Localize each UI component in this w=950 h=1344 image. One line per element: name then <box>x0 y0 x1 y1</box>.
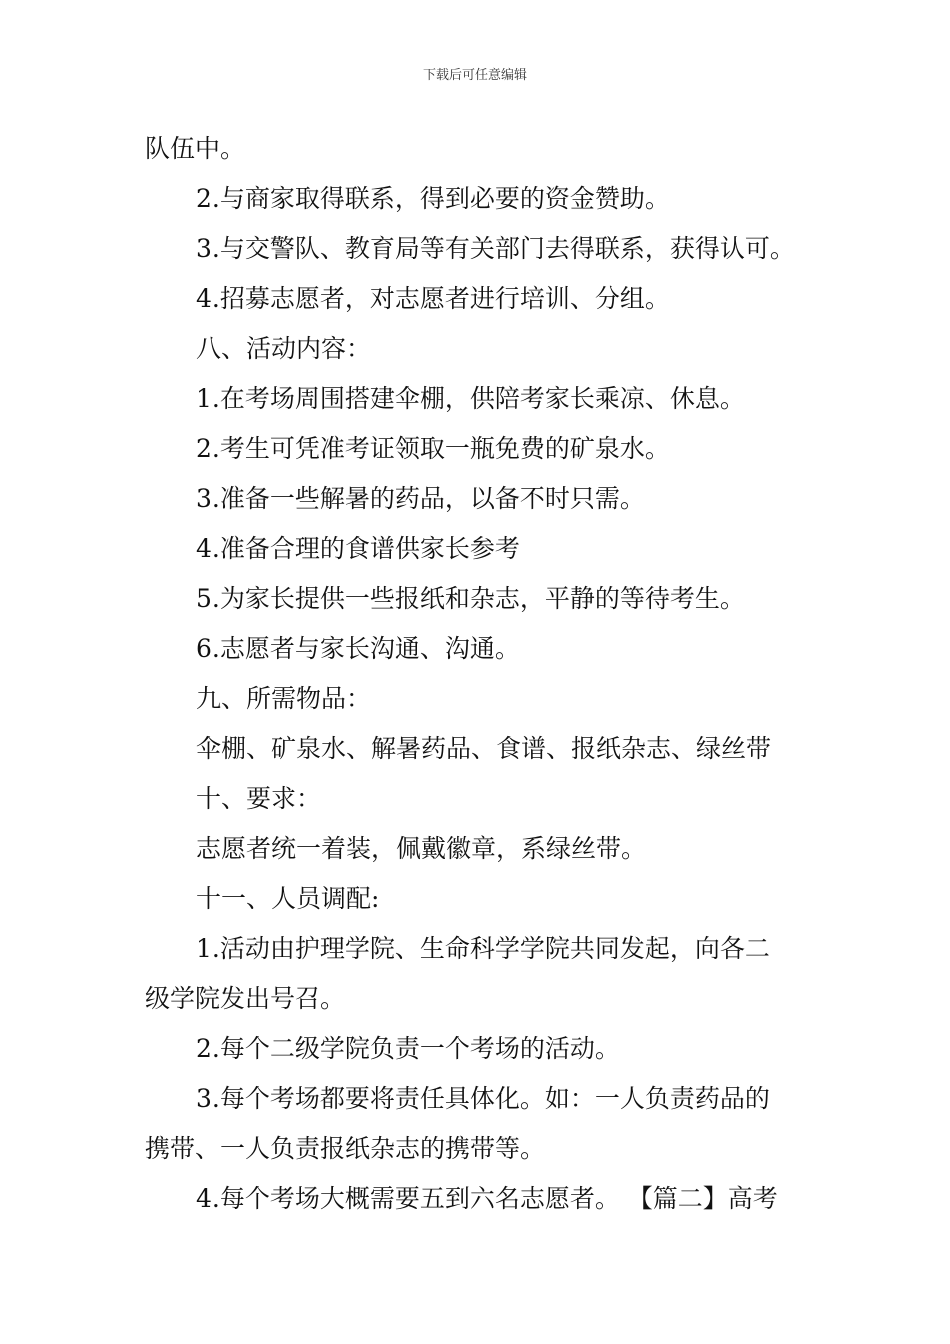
text-line: 伞棚、矿泉水、解暑药品、食谱、报纸杂志、绿丝带 <box>196 734 772 763</box>
text-line: 2.与商家取得联系，得到必要的资金赞助。 <box>196 184 670 213</box>
text-line: 3.准备一些解暑的药品，以备不时只需。 <box>196 484 645 513</box>
text-line: 4.准备合理的食谱供家长参考 <box>196 534 520 563</box>
text-line: 1.在考场周围搭建伞棚，供陪考家长乘凉、休息。 <box>196 384 745 413</box>
section-heading: 九、所需物品： <box>196 684 372 713</box>
section-heading: 八、活动内容： <box>196 334 372 363</box>
text-line: 1.活动由护理学院、生命科学学院共同发起，向各二 <box>196 934 770 963</box>
page-header: 下载后可任意编辑 <box>422 68 527 83</box>
text-line: 3.每个考场都要将责任具体化。如：一人负责药品的 <box>196 1084 770 1113</box>
text-line: 级学院发出号召。 <box>145 984 346 1013</box>
text-line: 4.招募志愿者，对志愿者进行培训、分组。 <box>196 284 670 313</box>
section-heading: 十一、人员调配: <box>196 884 380 913</box>
text-line: 队伍中。 <box>145 134 246 163</box>
text-line: 携带、一人负责报纸杂志的携带等。 <box>145 1134 546 1163</box>
text-line: 志愿者统一着装，佩戴徽章，系绿丝带。 <box>196 834 647 863</box>
text-line: 4.每个考场大概需要五到六名志愿者。 【篇二】高考 <box>196 1184 778 1213</box>
text-line: 2.每个二级学院负责一个考场的活动。 <box>196 1034 620 1063</box>
text-line: 6.志愿者与家长沟通、沟通。 <box>196 634 520 663</box>
text-line: 5.为家长提供一些报纸和杂志，平静的等待考生。 <box>196 584 745 613</box>
document-body <box>145 124 810 1224</box>
section-heading: 十、要求： <box>196 784 322 813</box>
text-line: 3.与交警队、教育局等有关部门去得联系，获得认可。 <box>196 234 795 263</box>
text-line: 2.考生可凭准考证领取一瓶免费的矿泉水。 <box>196 434 670 463</box>
